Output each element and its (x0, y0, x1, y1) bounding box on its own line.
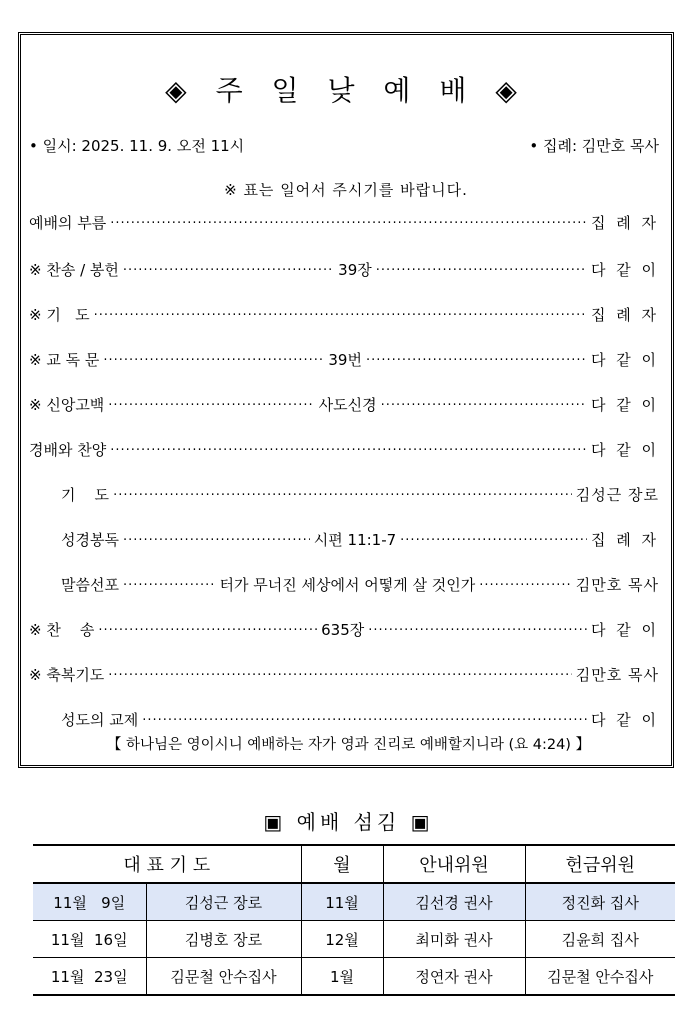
leader-dots (110, 438, 587, 460)
leader-dots (479, 573, 572, 595)
offering-cell: 김윤희 집사 (525, 921, 675, 958)
order-label: 예배의 부름 (29, 213, 107, 232)
order-label: 말씀선포 (61, 575, 119, 594)
order-value: 다 같 이 (590, 395, 659, 414)
order-row (29, 393, 659, 415)
worship-order-box (18, 32, 674, 768)
order-value: 집 례 자 (590, 305, 659, 324)
table-row (33, 883, 675, 921)
leader-dots (110, 211, 587, 233)
order-value: 집 례 자 (590, 213, 659, 232)
leader-dots (94, 303, 587, 325)
offering-cell: 김문철 안수집사 (525, 958, 675, 996)
header-prayer: 대 표 기 도 (33, 845, 301, 883)
prayer-person: 김문철 안수집사 (146, 958, 301, 996)
header-offering: 헌금위원 (525, 845, 675, 883)
header-month: 월 (301, 845, 383, 883)
order-value: 다 같 이 (590, 620, 659, 639)
header-usher: 안내위원 (383, 845, 525, 883)
leader-dots (108, 663, 571, 685)
service-title: ▣ 예배 섬김 ▣ (263, 810, 434, 834)
order-row (61, 483, 659, 505)
order-row (29, 303, 659, 325)
prayer-date: 11월 16일 (33, 921, 146, 958)
order-value: 다 같 이 (591, 260, 660, 279)
order-value: 다 같 이 (590, 350, 659, 369)
leader-dots (123, 528, 310, 550)
order-label: 기 도 (61, 485, 110, 504)
order-row (29, 438, 659, 460)
offering-cell: 정진화 집사 (525, 883, 675, 921)
table-row (33, 921, 675, 958)
order-label: 성경봉독 (61, 530, 119, 549)
prayer-person: 김성근 장로 (146, 883, 301, 921)
order-label: 경배와 찬양 (29, 440, 107, 459)
month-cell: 12월 (301, 921, 383, 958)
sermon-title: 터가 무너진 세상에서 어떻게 살 것인가 (219, 575, 476, 594)
order-middle: 39번 (328, 350, 362, 369)
leader-dots (108, 393, 314, 415)
order-label: ※ 축복기도 (29, 665, 105, 684)
leader-dots (113, 483, 572, 505)
order-label: ※ 찬 송 (29, 620, 95, 639)
order-value: 김만호 목사 (575, 665, 659, 684)
order-row (29, 663, 659, 685)
order-label: ※ 교 독 문 (29, 350, 100, 369)
order-label: ※ 찬송 / 봉헌 (29, 260, 119, 279)
bible-verse: 【 하나님은 영이시니 예배하는 자가 영과 진리로 예배할지니라 (요 4:24) 】 (106, 737, 591, 753)
prayer-person: 김병호 장로 (146, 921, 301, 958)
order-row (29, 348, 659, 370)
order-middle: 시편 11:1-7 (313, 530, 397, 549)
usher-cell: 최미화 권사 (383, 921, 525, 958)
standing-note: ※ 표는 일어서 주시기를 바랍니다. (224, 181, 468, 199)
order-row (29, 258, 659, 280)
leader-dots (98, 618, 317, 640)
leader-dots (123, 258, 334, 280)
leader-dots (368, 618, 587, 640)
order-middle: 사도신경 (318, 395, 377, 414)
order-label: ※ 신앙고백 (29, 395, 105, 414)
month-cell: 1월 (301, 958, 383, 996)
leader-dots (103, 348, 324, 370)
order-row (61, 573, 659, 595)
order-value: 다 같 이 (590, 440, 659, 459)
worship-title: ◈ 주 일 낮 예 배 ◈ (165, 74, 527, 107)
prayer-date: 11월 23일 (33, 958, 146, 996)
leader-dots (366, 348, 587, 370)
worship-leader: • 집례: 김만호 목사 (529, 137, 659, 155)
order-value: 김만호 목사 (575, 575, 659, 594)
order-row (61, 708, 659, 730)
leader-dots (142, 708, 587, 730)
order-row (29, 211, 659, 233)
leader-dots (123, 573, 216, 595)
order-value: 다 같 이 (590, 710, 659, 729)
order-row (29, 618, 659, 640)
table-header-row (33, 845, 675, 883)
prayer-date: 11월 9일 (33, 883, 146, 921)
order-row (61, 528, 659, 550)
usher-cell: 정연자 권사 (383, 958, 525, 996)
order-middle: 635장 (321, 620, 365, 639)
month-cell: 11월 (301, 883, 383, 921)
leader-dots (400, 528, 587, 550)
table-row (33, 958, 675, 996)
service-table (33, 844, 675, 996)
leader-dots (381, 393, 587, 415)
usher-cell: 김선경 권사 (383, 883, 525, 921)
order-label: 성도의 교제 (61, 710, 139, 729)
worship-date: • 일시: 2025. 11. 9. 오전 11시 (29, 137, 245, 155)
order-middle: 39장 (338, 260, 372, 279)
leader-dots (376, 258, 587, 280)
order-value: 김성근 장로 (575, 485, 659, 504)
order-label: ※ 기 도 (29, 305, 90, 324)
order-value: 집 례 자 (590, 530, 659, 549)
